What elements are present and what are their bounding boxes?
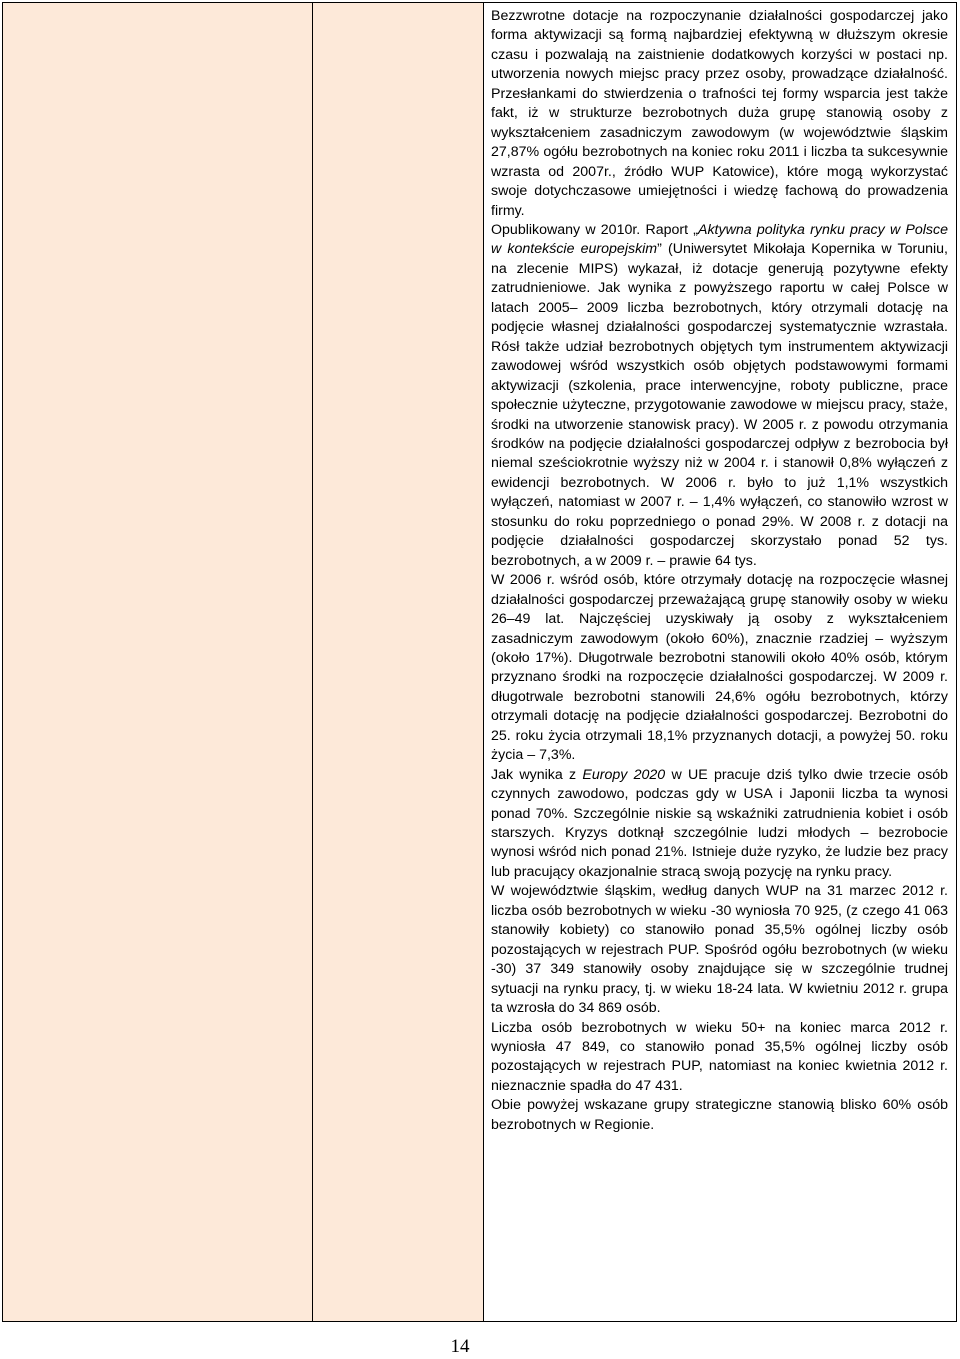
paragraph-1 — [491, 7, 948, 221]
paragraph-4-text-b: w UE pracuje dziś tylko dwie trzecie osób czynnych zawodowo, podczas gdy w USA i Japonii liczba ta wynosi ponad 70%. Szczególnie niskie są wskaźniki zatrudnienia kobiet i osób starszych. Kryzys dotknął szczególnie ludzi młodych – bezrobocie wynosi wśród nich ponad 21%. Istnieje duże ryzyko, że ludzie bez pracy lub pracujący okazjonalnie stracą swoją pozycję na rynku pracy. — [491, 766, 948, 880]
paragraph-3 — [491, 571, 948, 766]
paragraph-7 — [491, 1096, 948, 1135]
paragraph-6 — [491, 1019, 948, 1097]
paragraph-6-text: Liczba osób bezrobotnych w wieku 50+ na koniec marca 2012 r. wyniosła 47 849, co stanowiło ponad 35,5% ogólnej liczby osób pozostających w rejestrach PUP, natomiast na koniec kwietnia 2012 r. nieznacznie spadła do 47 431. — [491, 1019, 948, 1094]
text-column — [484, 3, 956, 1321]
report-title: Aktywna polityka rynku pracy w Polsce w kontekście europejskim — [491, 221, 948, 258]
paragraph-4 — [491, 766, 948, 883]
europe-2020-title: Europy 2020 — [582, 766, 666, 783]
paragraph-4-text-a: Jak wynika z — [491, 766, 583, 783]
page-number: 14 — [450, 1336, 470, 1357]
empty-column-1 — [3, 3, 313, 1321]
paragraph-2 — [491, 221, 948, 571]
paragraph-3-text: W 2006 r. wśród osób, które otrzymały dotację na rozpoczęcie własnej działalności gospodarczej przeważającą grupę stanowiły osoby w wieku 26–49 lat. Najczęściej uzyskiwały ją osoby z wykształceniem zasadniczym zawodowym (około 60%), znacznie rzadziej – wyższym (około 17%). Długotrwale bezrobotni stanowili około 40% osób, którym przyznano środki na rozpoczęcie działalności gospodarczej. W 2009 r. długotrwale bezrobotni stanowili 24,6% ogółu bezrobotnych, którzy otrzymali dotację na podjęcie działalności gospodarczej. Bezrobotni do 25. roku życia otrzymali 18,1% przyznanych dotacji, a powyżej 50. roku życia – 7,3%. — [491, 572, 948, 764]
paragraph-2-text-a: Opublikowany w 2010r. Raport „ — [491, 221, 698, 238]
empty-column-2 — [313, 3, 484, 1321]
paragraph-5-text: W województwie śląskim, według danych WUP na 31 marzec 2012 r. liczba osób bezrobotnych w wieku -30 wyniosła 70 925, (z czego 41 063 stanowiły kobiety) co stanowiło ponad 35,5% ogólnej liczby osób pozostających w rejestrach PUP. Spośród ogółu bezrobotnych (w wieku -30) 37 349 stanowiły osoby znajdujące się w szczególnie trudnej sytuacji na rynku pracy, tj. w wieku 18-24 lata. W kwietniu 2012 r. grupa ta wzrosła do 34 869 osób. — [491, 883, 948, 1017]
paragraph-2-text-b: ” (Uniwersytet Mikołaja Kopernika w Toruniu, na zlecenie MIPS) wykazał, iż dotacje generują pozytywne efekty zatrudnieniowe. Jak wynika z powyższego raportu w całej Polsce w latach 2005– 2009 liczba bezrobotnych, który otrzymali dotację na podjęcie własnej działalności gospodarczej systematycznie wzrastała. Rósł także udział bezrobotnych objętych tym instrumentem aktywizacji zawodowej wśród wszystkich osób objętych podstawowymi formami aktywizacji (szkolenia, prace interwencyjne, roboty publiczne, prace społecznie użyteczne, przygotowanie zawodowe w miejscu pracy, staże, środki na utworzenie stanowisk pracy). W 2005 r. z powodu otrzymania środków na podjęcie działalności gospodarczej odpływ z bezrobocia był niemal sześciokrotnie wyższy niż w 2004 r. i stanowił 0,8% wyłączeń z ewidencji bezrobotnych. W 2006 r. było to już 1,1% wszystkich wyłączeń, natomiast w 2007 r. – 1,4% wyłączeń, co stanowiło wzrost w stosunku do roku poprzedniego o ponad 29%. W 2008 r. z dotacji na podjęcie działalności gospodarczej skorzystało ponad 52 tys. bezrobotnych, a w 2009 r. – prawie 64 tys. — [491, 241, 949, 569]
content-table — [2, 2, 957, 1322]
paragraph-5 — [491, 882, 948, 1018]
paragraph-1-text: Bezzwrotne dotacje na rozpoczynanie działalności gospodarczej jako forma aktywizacji są formą najbardziej efektywną w dłuższym okresie czasu i pozwalają na zaistnienie dodatkowych korzyści w postaci np. utworzenia nowych miejsc pracy przez osoby, prowadzące działalność. Przesłankami do stwierdzenia o trafności tej formy wsparcia jest także fakt, iż w strukturze bezrobotnych duża grupę stanowią osoby z wykształceniem zasadniczym zawodowym (w województwie śląskim 27,87% ogółu bezrobotnych na koniec roku 2011 i liczba ta sukcesywnie wzrasta od 2007r., źródło WUP Katowice), które mogą wykorzystać swoje dotychczasowe umiejętności i wiedzę fachową do prowadzenia firmy. — [491, 8, 948, 219]
paragraph-7-text: Obie powyżej wskazane grupy strategiczne stanowią blisko 60% osób bezrobotnych w Regionie. — [491, 1097, 948, 1133]
